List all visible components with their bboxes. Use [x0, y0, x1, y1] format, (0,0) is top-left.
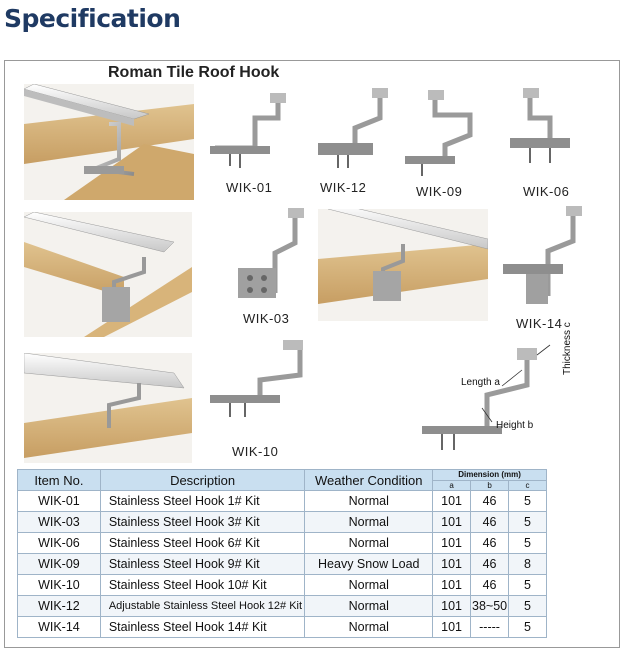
hook-image-wik01 — [200, 88, 290, 178]
cell-c: 5 — [509, 533, 547, 554]
cell-c: 5 — [509, 617, 547, 638]
install-photo-2 — [24, 212, 192, 337]
cell-weather: Normal — [305, 617, 433, 638]
thickness-c-label: Thickness c — [562, 322, 573, 375]
spec-table — [17, 469, 547, 638]
cell-weather: Normal — [305, 512, 433, 533]
hook-image-wik03 — [230, 208, 320, 308]
cell-a: 101 — [433, 512, 471, 533]
label-wik06: WIK-06 — [523, 184, 570, 199]
cell-description: Stainless Steel Hook 1# Kit — [100, 491, 305, 512]
install-photo-4 — [24, 353, 192, 463]
install-photo-1 — [24, 84, 194, 200]
header-dim-b: b — [471, 480, 509, 491]
hook-image-wik09 — [400, 90, 490, 180]
cell-weather: Normal — [305, 533, 433, 554]
hook-image-wik12 — [310, 88, 400, 178]
table-row — [18, 554, 547, 575]
cell-b: 46 — [471, 491, 509, 512]
cell-a: 101 — [433, 491, 471, 512]
cell-description: Stainless Steel Hook 10# Kit — [100, 575, 305, 596]
cell-weather: Normal — [305, 596, 433, 617]
table-row — [18, 491, 547, 512]
table-row — [18, 512, 547, 533]
cell-b: 46 — [471, 512, 509, 533]
cell-c: 5 — [509, 575, 547, 596]
label-wik12: WIK-12 — [320, 180, 367, 195]
label-wik01: WIK-01 — [226, 180, 273, 195]
cell-description: Stainless Steel Hook 14# Kit — [100, 617, 305, 638]
label-wik03: WIK-03 — [243, 311, 290, 326]
cell-a: 101 — [433, 554, 471, 575]
label-wik14: WIK-14 — [516, 316, 563, 331]
cell-item: WIK-06 — [18, 533, 101, 554]
header-description: Description — [100, 470, 305, 491]
cell-b: 38~50 — [471, 596, 509, 617]
cell-item: WIK-14 — [18, 617, 101, 638]
hook-image-wik10 — [205, 335, 310, 435]
cell-description: Adjustable Stainless Steel Hook 12# Kit — [100, 596, 305, 617]
cell-weather: Normal — [305, 575, 433, 596]
cell-c: 5 — [509, 512, 547, 533]
cell-item: WIK-12 — [18, 596, 101, 617]
cell-weather: Normal — [305, 491, 433, 512]
header-weather-condition: Weather Condition — [305, 470, 433, 491]
hook-image-wik14 — [498, 206, 588, 316]
cell-item: WIK-01 — [18, 491, 101, 512]
cell-b: 46 — [471, 575, 509, 596]
cell-c: 8 — [509, 554, 547, 575]
page-title: Specification — [4, 4, 181, 33]
cell-item: WIK-03 — [18, 512, 101, 533]
header-dim-c: c — [509, 480, 547, 491]
length-a-label: Length a — [461, 377, 500, 388]
cell-description: Stainless Steel Hook 6# Kit — [100, 533, 305, 554]
label-wik10: WIK-10 — [232, 444, 279, 459]
cell-b: ----- — [471, 617, 509, 638]
table-row — [18, 575, 547, 596]
label-wik09: WIK-09 — [416, 184, 463, 199]
cell-c: 5 — [509, 596, 547, 617]
table-row — [18, 533, 547, 554]
cell-b: 46 — [471, 533, 509, 554]
cell-a: 101 — [433, 596, 471, 617]
install-photo-3 — [318, 209, 488, 321]
section-subtitle: Roman Tile Roof Hook — [108, 64, 280, 81]
cell-a: 101 — [433, 533, 471, 554]
table-row — [18, 596, 547, 617]
header-item-no: Item No. — [18, 470, 101, 491]
cell-item: WIK-10 — [18, 575, 101, 596]
cell-weather: Heavy Snow Load — [305, 554, 433, 575]
hook-image-wik06 — [505, 88, 585, 178]
cell-a: 101 — [433, 575, 471, 596]
cell-description: Stainless Steel Hook 3# Kit — [100, 512, 305, 533]
cell-description: Stainless Steel Hook 9# Kit — [100, 554, 305, 575]
height-b-label: Height b — [496, 420, 534, 431]
header-dim-a: a — [433, 480, 471, 491]
cell-a: 101 — [433, 617, 471, 638]
header-dimension: Dimension (mm) — [433, 470, 547, 481]
table-row — [18, 617, 547, 638]
cell-item: WIK-09 — [18, 554, 101, 575]
cell-b: 46 — [471, 554, 509, 575]
dimension-diagram — [412, 340, 577, 465]
cell-c: 5 — [509, 491, 547, 512]
